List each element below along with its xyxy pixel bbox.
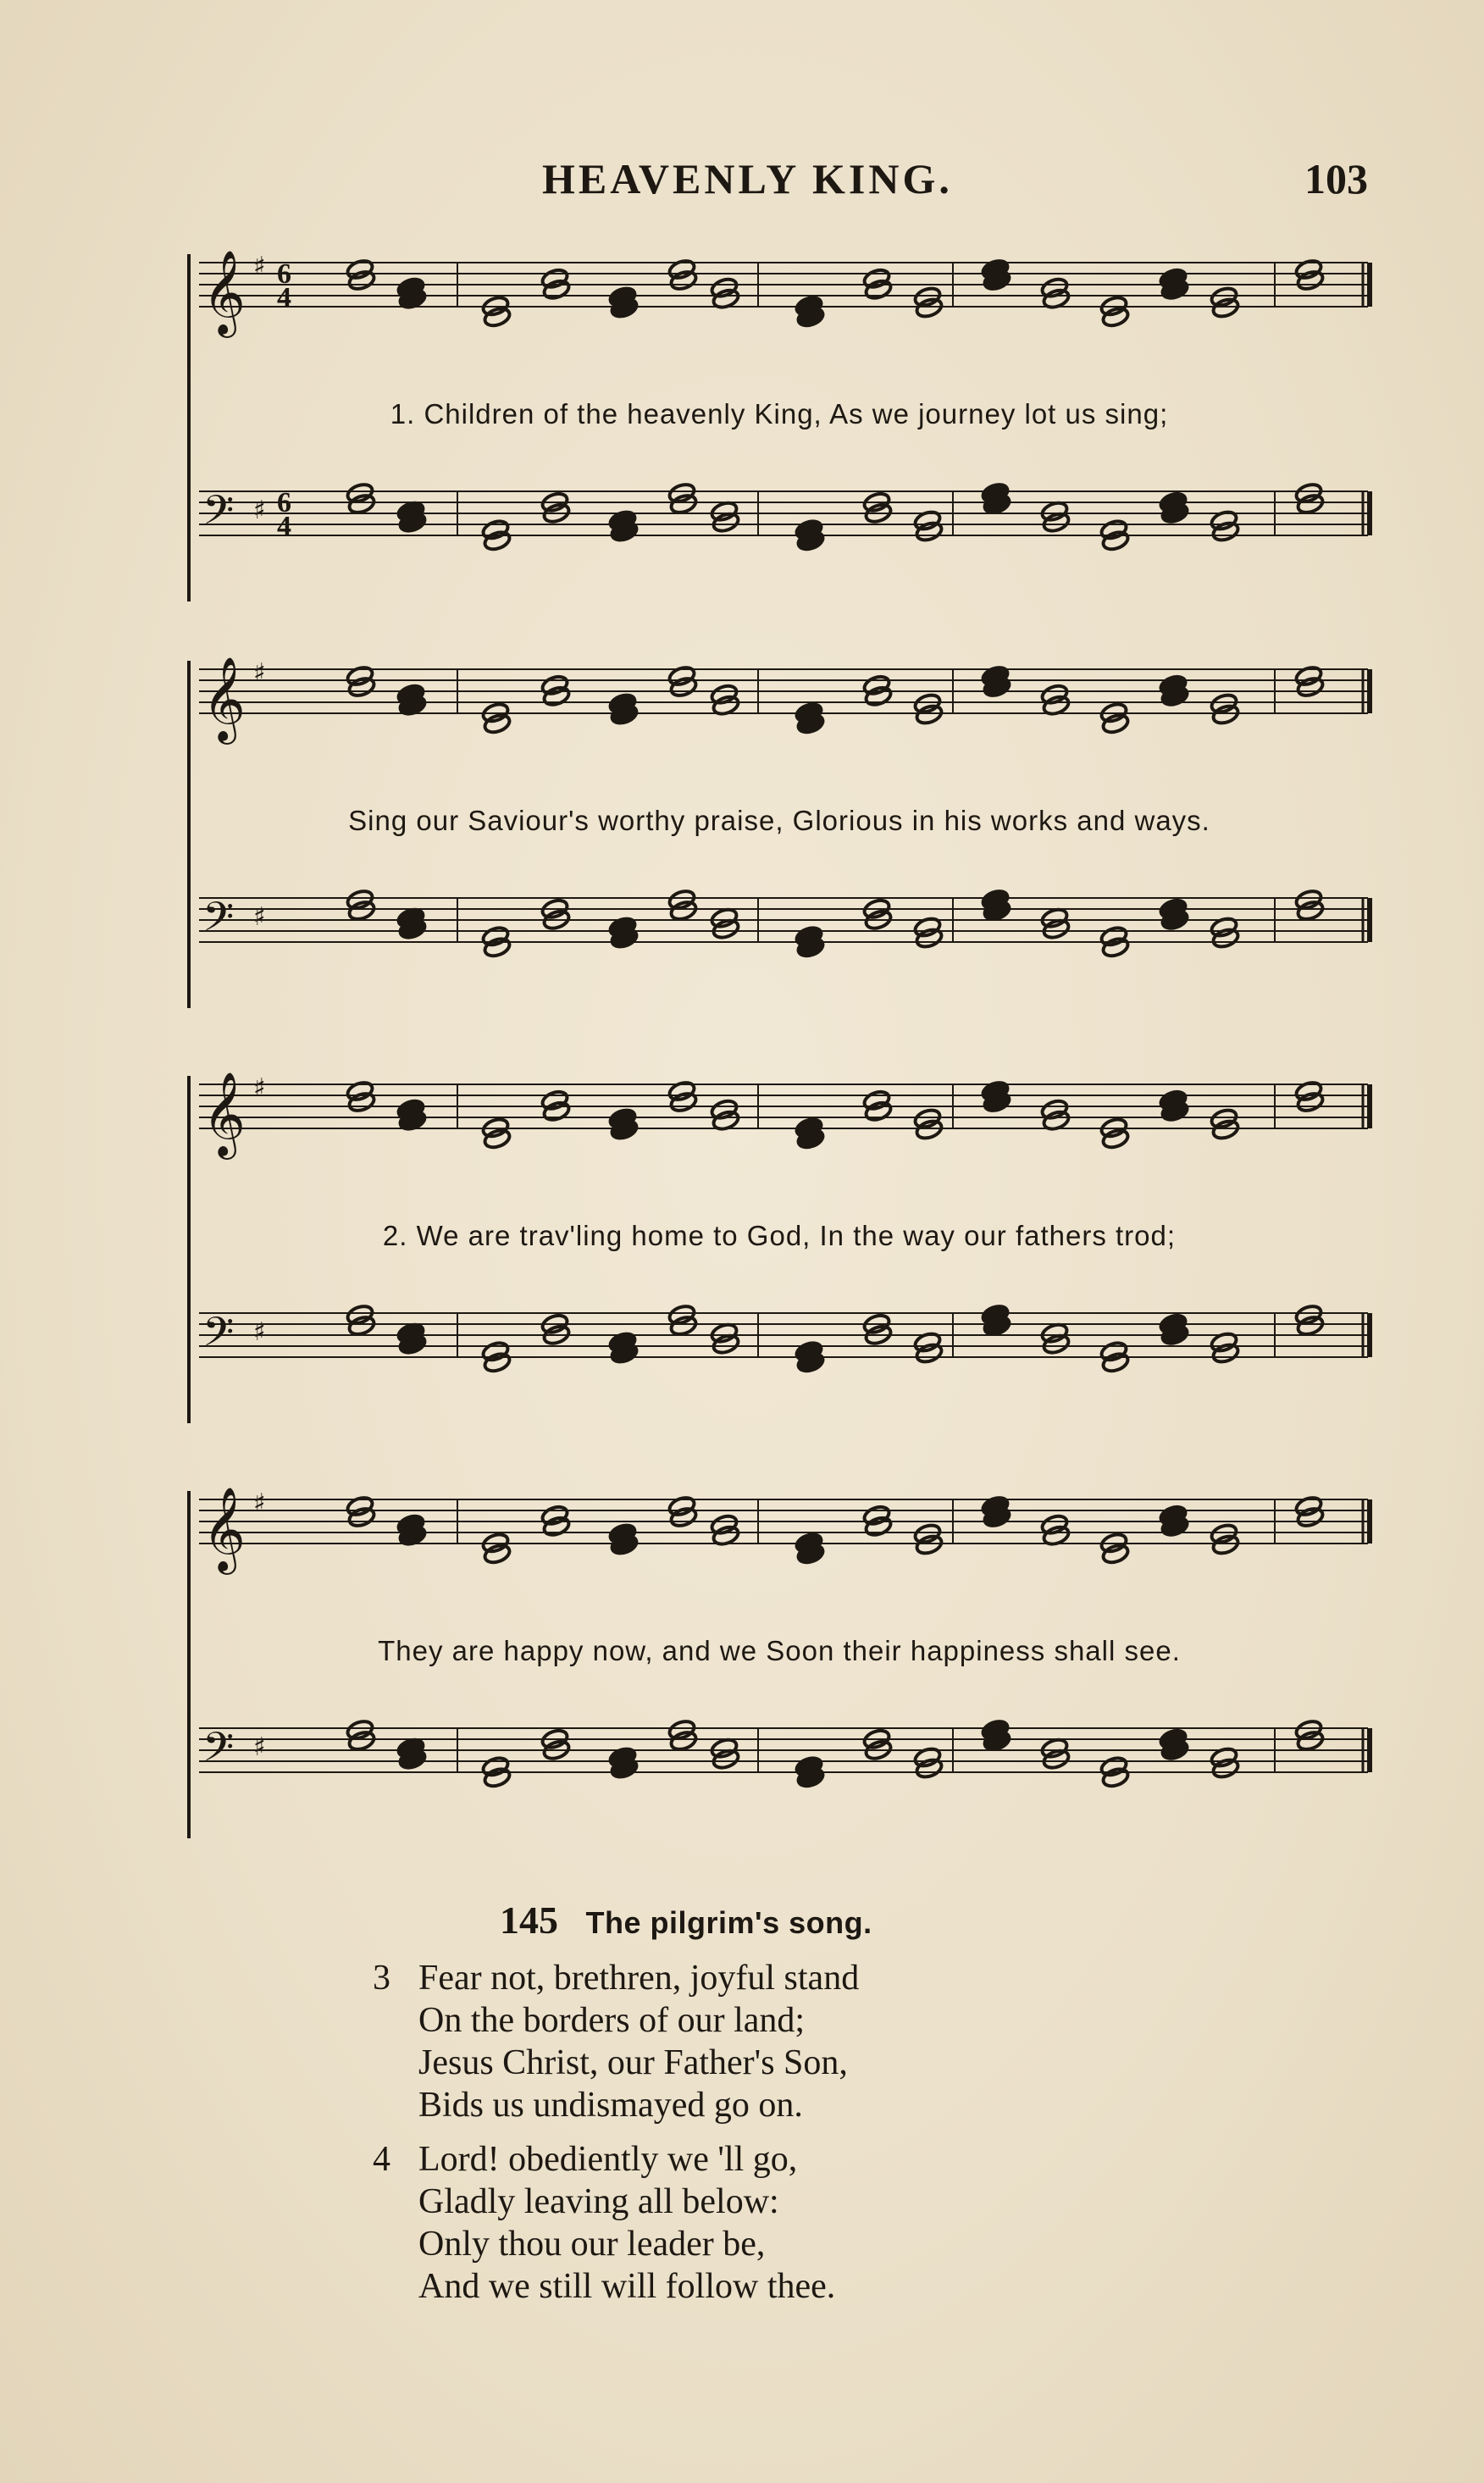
note-head	[915, 297, 944, 319]
note-head	[346, 1079, 374, 1102]
note-head	[483, 712, 512, 735]
note-head	[1040, 1737, 1069, 1760]
note-head	[483, 1766, 512, 1789]
sharp-icon: ♯	[253, 1317, 266, 1347]
note-head	[1099, 1340, 1128, 1363]
note-head	[915, 703, 944, 726]
note-head	[915, 927, 944, 950]
note-head	[913, 1522, 942, 1545]
note-head	[1211, 1118, 1240, 1141]
note-head	[1211, 520, 1240, 543]
note-head	[710, 1737, 739, 1760]
note-head	[710, 500, 739, 523]
note-head	[1296, 269, 1325, 291]
note-head	[540, 1504, 569, 1527]
note-head	[1099, 518, 1128, 541]
note-head	[1040, 906, 1069, 929]
note-head	[346, 1494, 374, 1517]
note-head	[1211, 297, 1240, 319]
note-head	[481, 925, 510, 948]
note-head	[1101, 529, 1130, 552]
stanza-4	[373, 2138, 835, 2308]
treble-clef-icon: 𝄞	[202, 1072, 246, 1156]
note-head	[346, 1718, 374, 1741]
note-head	[1042, 1333, 1071, 1355]
note-head	[1294, 888, 1323, 911]
lyric-line-2: Sing our Saviour's worthy praise, Glorious in his works and ways.	[348, 805, 1210, 836]
note-head	[913, 692, 942, 715]
note-head	[669, 899, 698, 922]
lyric-line-1: 1. Children of the heavenly King, As we journey lot us sing;	[390, 398, 1169, 430]
stanza-line: Lord! obediently we 'll go,	[418, 2140, 798, 2179]
note-head	[1210, 692, 1238, 715]
note-head	[1040, 500, 1069, 523]
note-head	[1296, 1314, 1325, 1337]
note-head	[481, 518, 510, 541]
stanza-line: Jesus Christ, our Father's Son,	[418, 2043, 848, 2082]
note-head	[1040, 1322, 1069, 1344]
note-head	[669, 1314, 698, 1337]
treble-clef-icon: 𝄞	[202, 657, 246, 741]
note-head	[913, 1746, 942, 1769]
note-head	[862, 1089, 891, 1111]
note-head	[862, 1504, 891, 1527]
note-head	[1210, 509, 1238, 532]
note-head	[1042, 917, 1071, 940]
note-head	[915, 1533, 944, 1556]
note-head	[913, 1107, 942, 1130]
note-head	[346, 481, 374, 504]
note-head	[1210, 1107, 1238, 1130]
note-head	[710, 906, 739, 929]
note-head	[483, 1351, 512, 1374]
time-signature-numerator: 6	[277, 258, 291, 290]
note-head	[1296, 492, 1325, 515]
note-head	[1211, 1342, 1240, 1365]
note-head	[1101, 1128, 1130, 1150]
note-head	[915, 520, 944, 543]
note-head	[712, 1333, 740, 1355]
note-head	[667, 1079, 696, 1102]
note-head	[864, 1100, 893, 1122]
note-head	[346, 1303, 374, 1326]
note-head	[913, 916, 942, 939]
treble-clef-icon: 𝄞	[202, 1487, 246, 1571]
note-head	[667, 1718, 696, 1741]
note-head	[1210, 1746, 1238, 1769]
note-head	[1101, 1766, 1130, 1789]
note-head	[540, 673, 569, 696]
note-head	[864, 278, 893, 301]
note-head	[1294, 1494, 1323, 1517]
note-head	[1210, 1522, 1238, 1545]
lyric-line-3: 2. We are trav'ling home to God, In the way our fathers trod;	[382, 1220, 1177, 1251]
note-head	[540, 267, 569, 290]
note-head	[347, 1090, 376, 1113]
note-head	[1211, 703, 1240, 726]
stanza-line: Bids us undismayed go on.	[418, 2086, 803, 2125]
note-head	[712, 511, 740, 534]
note-head	[913, 1331, 942, 1354]
note-head	[710, 1322, 739, 1344]
note-head	[669, 269, 698, 291]
note-head	[1042, 511, 1071, 534]
note-head	[483, 306, 512, 329]
time-signature-denominator: 4	[277, 511, 291, 542]
stanza-number: 4	[373, 2140, 390, 2179]
stanza-line: Only thou our leader be,	[418, 2225, 766, 2264]
music-system-3	[182, 1067, 1376, 1440]
sharp-icon: ♯	[253, 1488, 266, 1518]
bass-clef-icon: 𝄢	[202, 1308, 235, 1366]
note-head	[1101, 936, 1130, 959]
note-head	[913, 509, 942, 532]
time-signature-denominator: 4	[277, 282, 291, 313]
note-head	[864, 684, 893, 707]
note-head	[1294, 1718, 1323, 1741]
note-head	[542, 1515, 571, 1538]
note-head	[667, 1303, 696, 1326]
hymn-title: The pilgrim's song.	[585, 1905, 872, 1940]
note-head	[346, 888, 374, 911]
note-head	[1296, 675, 1325, 698]
note-head	[483, 1543, 512, 1566]
note-head	[481, 1755, 510, 1778]
note-head	[542, 278, 571, 301]
note-head	[1210, 285, 1238, 308]
note-head	[540, 1089, 569, 1111]
time-signature-numerator: 6	[277, 487, 291, 518]
note-head	[483, 529, 512, 552]
note-head	[347, 1314, 376, 1337]
note-head	[669, 675, 698, 698]
note-head	[1294, 258, 1323, 280]
stanza-line: And we still will follow thee.	[418, 2267, 836, 2306]
stanza-3	[373, 1957, 859, 2126]
score-staves-4	[182, 1483, 1376, 1855]
note-head	[481, 1340, 510, 1363]
sharp-icon: ♯	[253, 1732, 266, 1762]
score-staves-3	[182, 1067, 1376, 1440]
note-head	[862, 673, 891, 696]
note-head	[1101, 306, 1130, 329]
lyric-line-4: They are happy now, and we Soon their happiness shall see.	[378, 1635, 1181, 1666]
score-staves-1	[182, 246, 1376, 618]
score-staves-2	[182, 652, 1376, 1025]
bass-clef-icon: 𝄢	[202, 893, 235, 951]
note-head	[1210, 1331, 1238, 1354]
stanza-line: Gladly leaving all below:	[418, 2182, 779, 2221]
note-head	[862, 267, 891, 290]
note-head	[347, 899, 376, 922]
hymn-number: 145	[500, 1898, 558, 1942]
note-head	[712, 1748, 740, 1771]
treble-clef-icon: 𝄞	[202, 250, 246, 335]
note-head	[1211, 927, 1240, 950]
sharp-icon: ♯	[253, 902, 266, 932]
note-head	[1211, 1757, 1240, 1780]
note-head	[667, 888, 696, 911]
note-head	[542, 684, 571, 707]
hymn-heading	[500, 1898, 872, 1943]
note-head	[1042, 1748, 1071, 1771]
note-head	[667, 481, 696, 504]
note-head	[712, 917, 740, 940]
note-head	[1294, 664, 1323, 687]
note-head	[913, 285, 942, 308]
note-head	[915, 1342, 944, 1365]
music-system-2	[182, 652, 1376, 1025]
sharp-icon: ♯	[253, 496, 266, 525]
note-head	[915, 1757, 944, 1780]
music-system-1	[182, 246, 1376, 618]
note-head	[483, 936, 512, 959]
sharp-icon: ♯	[253, 658, 266, 688]
note-head	[1294, 1079, 1323, 1102]
note-head	[1296, 1505, 1325, 1528]
note-head	[1296, 1090, 1325, 1113]
stanza-line: On the borders of our land;	[418, 2001, 806, 2040]
sharp-icon: ♯	[253, 252, 266, 281]
music-system-4	[182, 1483, 1376, 1855]
note-head	[542, 1100, 571, 1122]
page-number: 103	[1304, 155, 1368, 202]
note-head	[669, 1090, 698, 1113]
bass-clef-icon: 𝄢	[202, 486, 235, 544]
stanza-line: Fear not, brethren, joyful stand	[418, 1959, 860, 1998]
note-head	[1211, 1533, 1240, 1556]
note-head	[915, 1118, 944, 1141]
note-head	[864, 1515, 893, 1538]
running-title: HEAVENLY KING.	[542, 155, 953, 202]
note-head	[667, 258, 696, 280]
note-head	[1101, 712, 1130, 735]
note-head	[1296, 1729, 1325, 1752]
bass-clef-icon: 𝄢	[202, 1723, 235, 1781]
note-head	[483, 1128, 512, 1150]
note-head	[346, 664, 374, 687]
note-head	[1294, 1303, 1323, 1326]
note-head	[347, 675, 376, 698]
note-head	[669, 1505, 698, 1528]
note-head	[1099, 1755, 1128, 1778]
note-head	[1294, 481, 1323, 504]
note-head	[669, 492, 698, 515]
note-head	[1099, 925, 1128, 948]
note-head	[669, 1729, 698, 1752]
sharp-icon: ♯	[253, 1073, 266, 1103]
stanza-number: 3	[373, 1959, 390, 1998]
note-head	[667, 664, 696, 687]
note-head	[347, 1729, 376, 1752]
note-head	[1101, 1543, 1130, 1566]
note-head	[1296, 899, 1325, 922]
note-head	[347, 492, 376, 515]
note-head	[667, 1494, 696, 1517]
note-head	[347, 269, 376, 291]
note-head	[1210, 916, 1238, 939]
note-head	[346, 258, 374, 280]
note-head	[347, 1505, 376, 1528]
note-head	[1101, 1351, 1130, 1374]
